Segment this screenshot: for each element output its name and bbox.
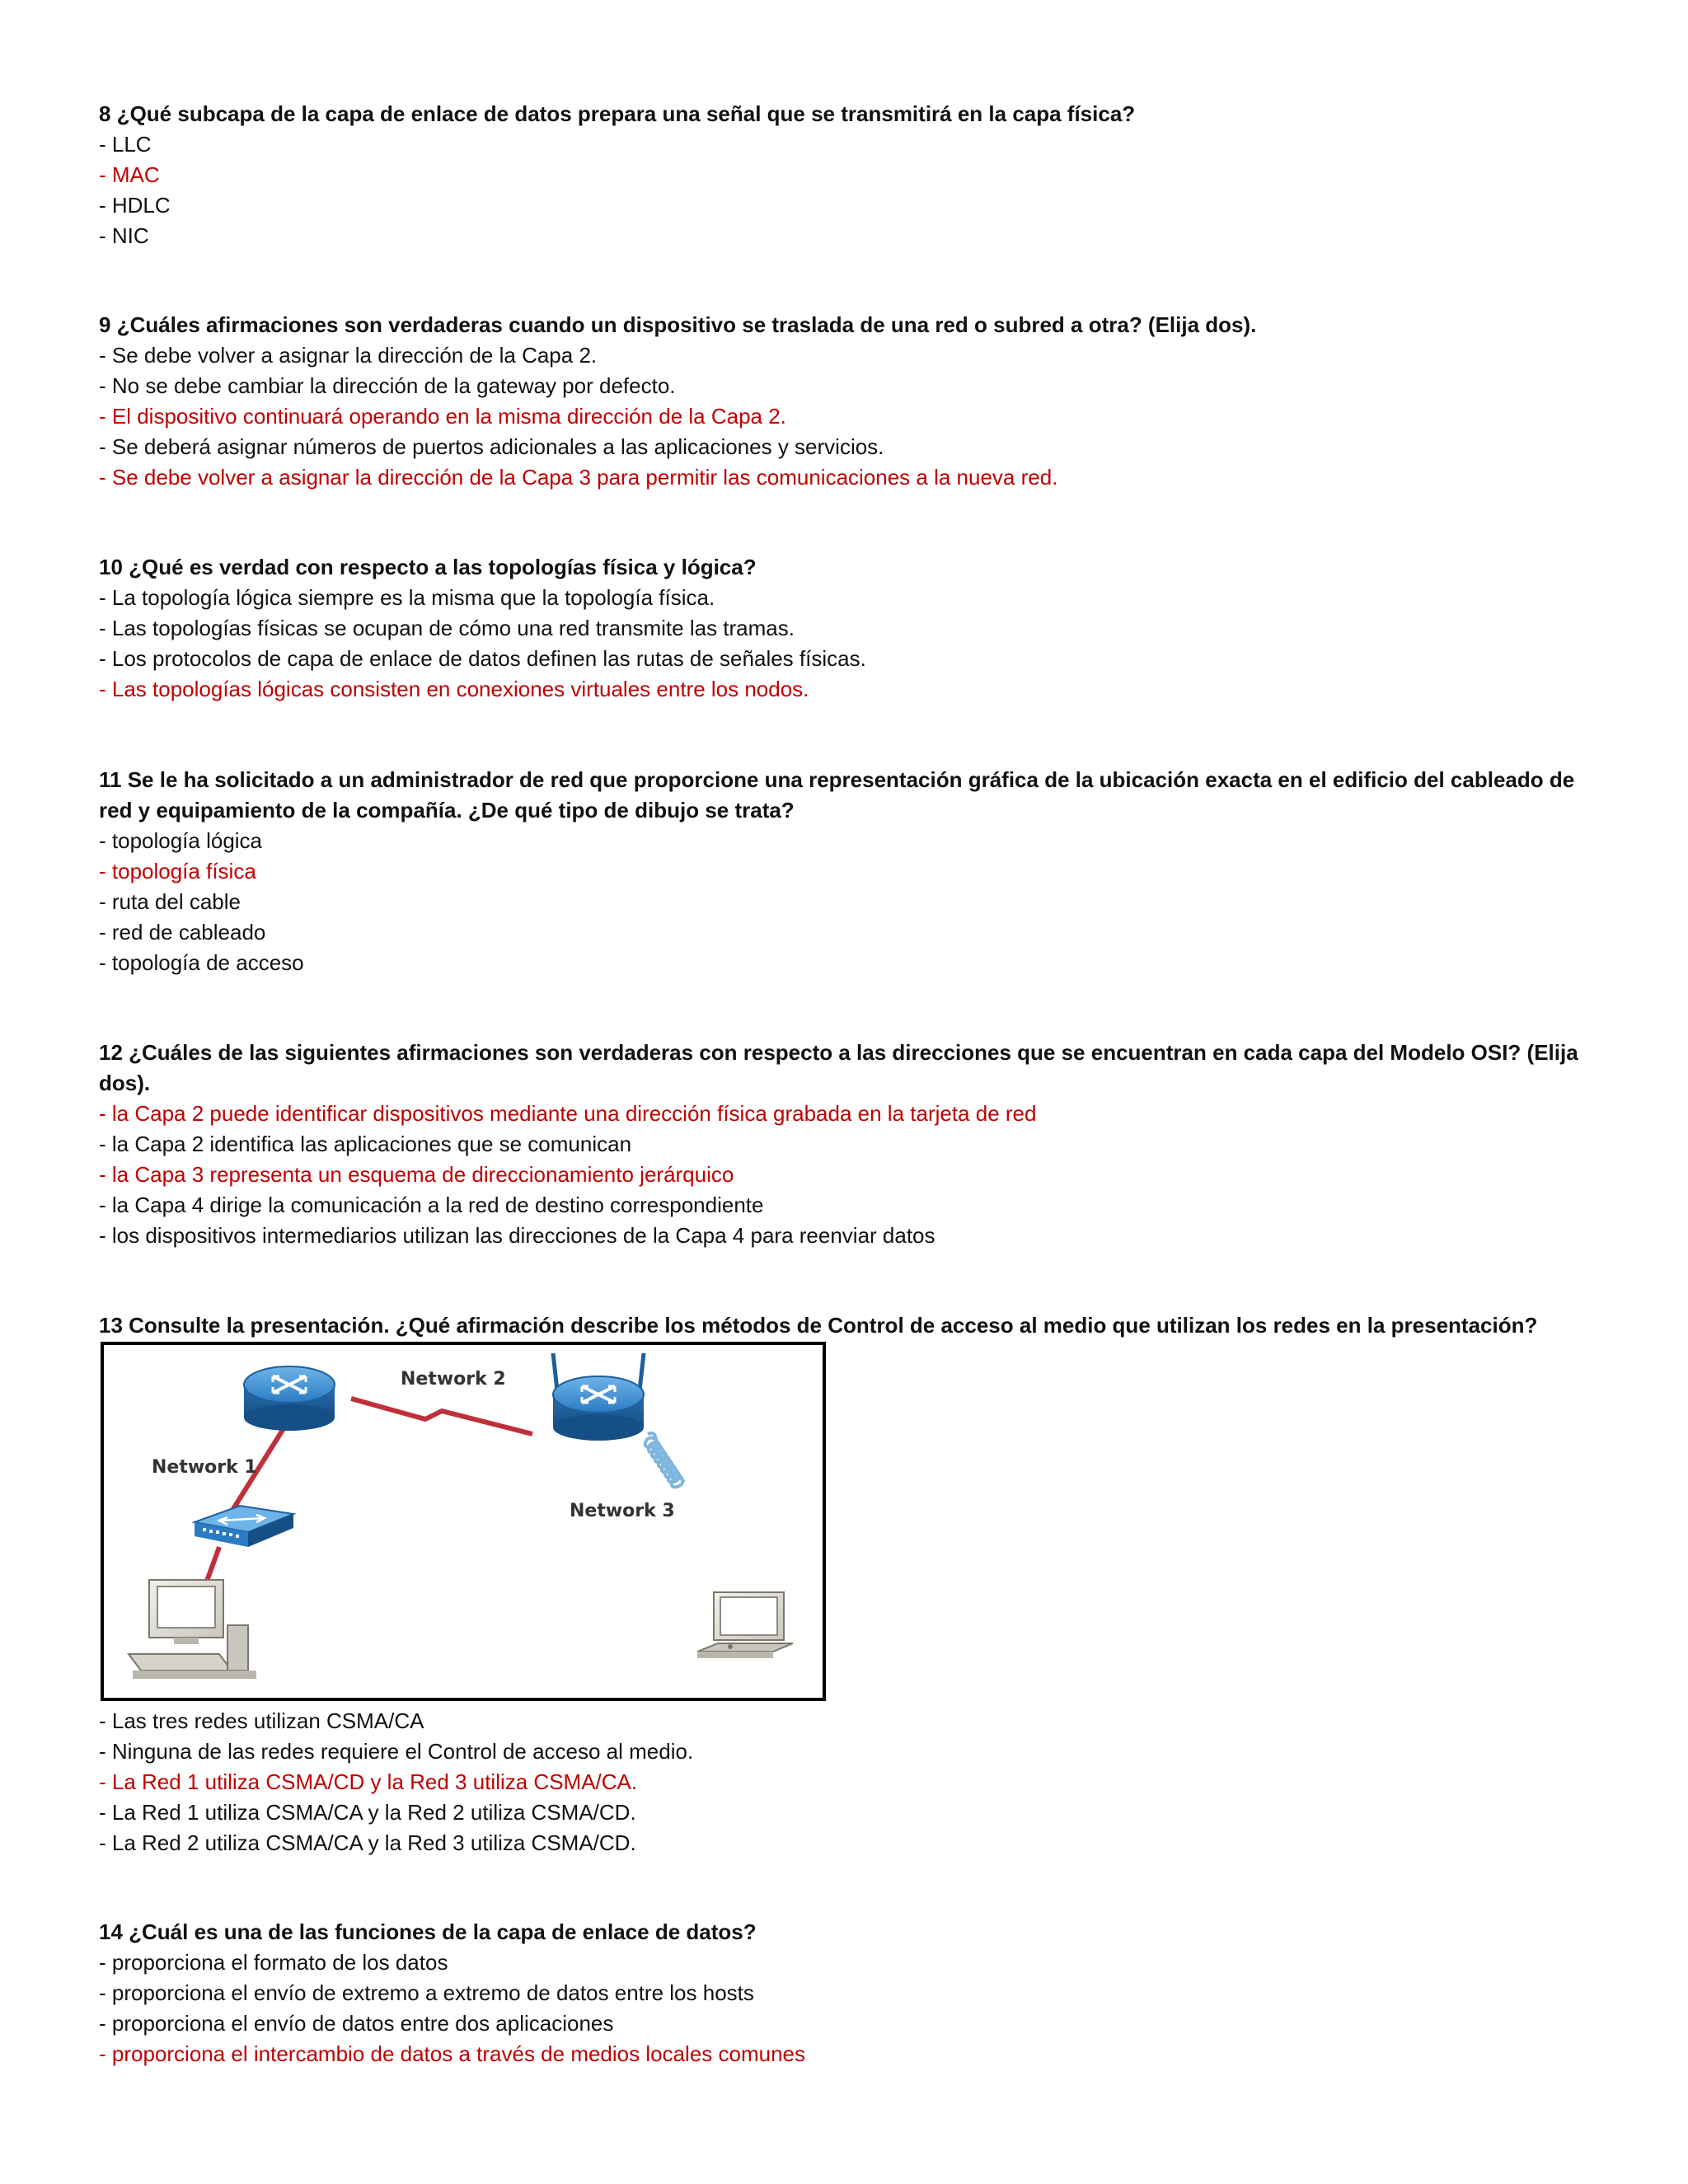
answer-option: - ruta del cable xyxy=(99,889,241,914)
network-diagram-svg xyxy=(104,1345,823,1698)
answer-option: - No se debe cambiar la dirección de la gateway por defecto. xyxy=(99,373,676,398)
answer-option-correct: - proporciona el intercambio de datos a través de medios locales comunes xyxy=(99,2041,806,2066)
answer-option: - NIC xyxy=(99,223,149,248)
network-diagram xyxy=(101,1342,826,1701)
answer-option-correct: - La Red 1 utiliza CSMA/CD y la Red 3 utiliza CSMA/CA. xyxy=(99,1769,638,1794)
answer-option-correct: - Se debe volver a asignar la dirección de la Capa 3 para permitir las comunicaciones a la nueva red. xyxy=(99,465,1058,490)
question-title: 14 ¿Cuál es una de las funciones de la capa de enlace de datos? xyxy=(99,1919,757,1944)
desktop-pc-icon xyxy=(129,1580,256,1679)
answer-option: - red de cableado xyxy=(99,920,266,944)
answer-option: - topología lógica xyxy=(99,828,263,853)
answer-option: - proporciona el formato de los datos xyxy=(99,1950,448,1975)
answer-option: - La Red 2 utiliza CSMA/CA y la Red 3 utiliza CSMA/CD. xyxy=(99,1830,636,1855)
question-11 xyxy=(99,765,1599,978)
question-8 xyxy=(99,99,1599,251)
question-12 xyxy=(99,1038,1599,1251)
wireless-link xyxy=(645,1433,684,1487)
answer-option: - proporciona el envío de datos entre dos aplicaciones xyxy=(99,2011,614,2036)
laptop-icon xyxy=(697,1592,793,1658)
wireless-router-icon xyxy=(553,1353,644,1441)
answer-option: - La topología lógica siempre es la misma que la topología física. xyxy=(99,585,715,610)
answer-option: - Las topologías físicas se ocupan de cómo una red transmite las tramas. xyxy=(99,616,795,640)
question-title: 11 Se le ha solicitado a un administrador de red que proporcione una representación gráfica de la ubicación exacta en el edificio del cableado de red y equipamiento de la compañía. ¿De qué tipo de dibujo se trata? xyxy=(99,767,1575,823)
question-13-options xyxy=(99,1706,1599,1858)
question-title: 10 ¿Qué es verdad con respecto a las topologías física y lógica? xyxy=(99,555,757,579)
question-9 xyxy=(99,310,1599,493)
answer-option-correct: - MAC xyxy=(99,162,160,187)
network-1-label: Network 1 xyxy=(152,1457,257,1478)
question-title: 12 ¿Cuáles de las siguientes afirmaciones son verdaderas con respecto a las direcciones que se encuentran en cada capa del Modelo OSI? (Elija dos). xyxy=(99,1040,1578,1095)
question-title: 9 ¿Cuáles afirmaciones son verdaderas cuando un dispositivo se traslada de una red o subred a otra? (Elija dos). xyxy=(99,312,1257,337)
switch-icon xyxy=(195,1506,293,1547)
answer-option: - Los protocolos de capa de enlace de datos definen las rutas de señales físicas. xyxy=(99,646,866,671)
answer-option: - Ninguna de las redes requiere el Control de acceso al medio. xyxy=(99,1739,694,1764)
router-icon xyxy=(244,1366,335,1431)
answer-option: - los dispositivos intermediarios utilizan las direcciones de la Capa 4 para reenviar datos xyxy=(99,1223,935,1248)
answer-option: - LLC xyxy=(99,132,152,157)
network-2-label: Network 2 xyxy=(401,1369,506,1390)
answer-option: - topología de acceso xyxy=(99,950,304,975)
answer-option: - proporciona el envío de extremo a extremo de datos entre los hosts xyxy=(99,1980,754,2005)
answer-option-correct: - Las topologías lógicas consisten en conexiones virtuales entre los nodos. xyxy=(99,677,809,701)
answer-option-correct: - El dispositivo continuará operando en la misma dirección de la Capa 2. xyxy=(99,404,786,429)
answer-option: - Se deberá asignar números de puertos adicionales a las aplicaciones y servicios. xyxy=(99,434,884,459)
question-title: 13 Consulte la presentación. ¿Qué afirmación describe los métodos de Control de acceso al medio que utilizan los redes en la presentación? xyxy=(99,1313,1538,1338)
question-title: 8 ¿Qué subcapa de la capa de enlace de datos prepara una señal que se transmitirá en la capa física? xyxy=(99,101,1136,126)
answer-option: - HDLC xyxy=(99,193,171,218)
answer-option: - la Capa 2 identifica las aplicaciones que se comunican xyxy=(99,1132,632,1156)
answer-option: - La Red 1 utiliza CSMA/CA y la Red 2 utiliza CSMA/CD. xyxy=(99,1800,636,1825)
question-13 xyxy=(99,1310,1599,1341)
answer-option: - Las tres redes utilizan CSMA/CA xyxy=(99,1708,424,1733)
answer-option: - la Capa 4 dirige la comunicación a la red de destino correspondiente xyxy=(99,1193,764,1217)
question-14 xyxy=(99,1917,1599,2069)
answer-option: - Se debe volver a asignar la dirección de la Capa 2. xyxy=(99,343,598,368)
answer-option-correct: - la Capa 3 representa un esquema de direccionamiento jerárquico xyxy=(99,1162,734,1187)
wan-link xyxy=(351,1399,532,1434)
answer-option-correct: - la Capa 2 puede identificar dispositivos mediante una dirección física grabada en la tarjeta de red xyxy=(99,1101,1037,1126)
question-10 xyxy=(99,552,1599,705)
network-3-label: Network 3 xyxy=(570,1501,675,1521)
answer-option-correct: - topología física xyxy=(99,859,256,883)
